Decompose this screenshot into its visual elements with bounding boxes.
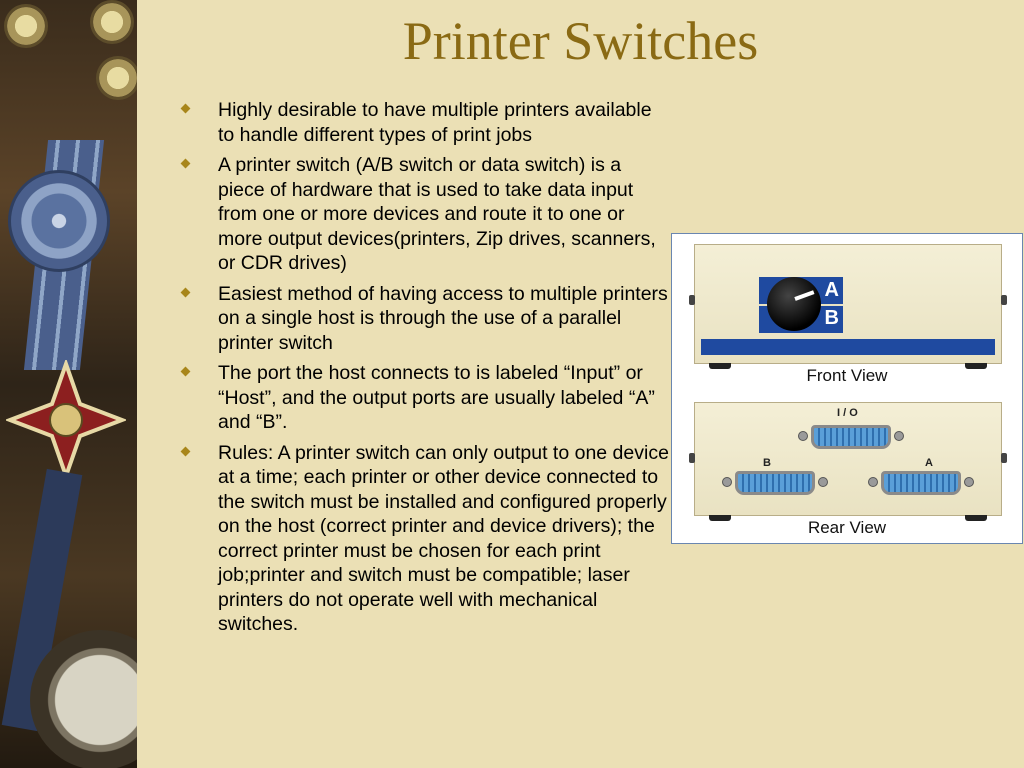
front-blue-stripe bbox=[701, 339, 995, 355]
diamond-bullet-icon bbox=[181, 367, 191, 377]
bullet-text: Highly desirable to have multiple printers available to handle different types of print jobs bbox=[218, 99, 652, 146]
port-b-label: B bbox=[763, 457, 771, 469]
brass-button-decoration bbox=[4, 4, 48, 48]
diamond-bullet-icon bbox=[181, 446, 191, 456]
diamond-bullet-icon bbox=[181, 287, 191, 297]
side-screw-decoration bbox=[689, 453, 695, 463]
front-view-caption: Front View bbox=[806, 366, 888, 385]
bullet-item bbox=[180, 282, 672, 356]
rosette-decoration bbox=[8, 170, 110, 272]
bullet-text: A printer switch (A/B switch or data switch) is a piece of hardware that is used to take data input from one or more devices and route it to one or more output devices(printers, Zip drives, scanners, or CDR drives) bbox=[218, 154, 656, 274]
brass-button-decoration bbox=[96, 56, 137, 100]
bullet-text: The port the host connects to is labeled “Input” or “Host”, and the output ports are usually labeled “A” and “B”. bbox=[218, 362, 655, 433]
switch-label-b: B bbox=[824, 307, 839, 329]
port-io-label: I / O bbox=[837, 407, 858, 419]
decorative-medal-sidebar bbox=[0, 0, 137, 768]
side-screw-decoration bbox=[689, 295, 695, 305]
switch-label-a: A bbox=[824, 279, 839, 301]
switch-front-view bbox=[694, 244, 1002, 364]
slide-title: Printer Switches bbox=[402, 11, 759, 71]
bullet-item bbox=[180, 98, 672, 147]
medal-cross-decoration bbox=[6, 360, 126, 480]
side-screw-decoration bbox=[1001, 453, 1007, 463]
switch-rear-view bbox=[694, 402, 1002, 516]
bullet-item bbox=[180, 153, 672, 276]
db25-port-b-icon bbox=[735, 471, 815, 495]
bullet-text: Rules: A printer switch can only output to one device at a time; each printer or other device connected to the switch must be installed and configured properly on the host (correct printer and device drivers); the correct printer must be chosen for each print job;printer and switch must be compatible; laser printers do not operate well with mechanical switches. bbox=[218, 441, 669, 635]
diamond-bullet-icon bbox=[181, 159, 191, 169]
port-a-label: A bbox=[925, 457, 933, 469]
bullet-list bbox=[180, 98, 672, 643]
bullet-item bbox=[180, 441, 672, 637]
db25-port-a-icon bbox=[881, 471, 961, 495]
bullet-text: Easiest method of having access to multiple printers on a single host is through the use of a parallel printer switch bbox=[218, 282, 668, 354]
bullet-item bbox=[180, 361, 672, 435]
rear-view-caption: Rear View bbox=[807, 518, 887, 537]
brass-button-decoration bbox=[90, 0, 134, 44]
knob-pointer bbox=[794, 290, 814, 301]
db25-port-io-icon bbox=[811, 425, 891, 449]
selector-knob-icon bbox=[767, 277, 821, 331]
side-screw-decoration bbox=[1001, 295, 1007, 305]
diamond-bullet-icon bbox=[181, 104, 191, 114]
printer-switch-figure bbox=[671, 233, 1023, 544]
